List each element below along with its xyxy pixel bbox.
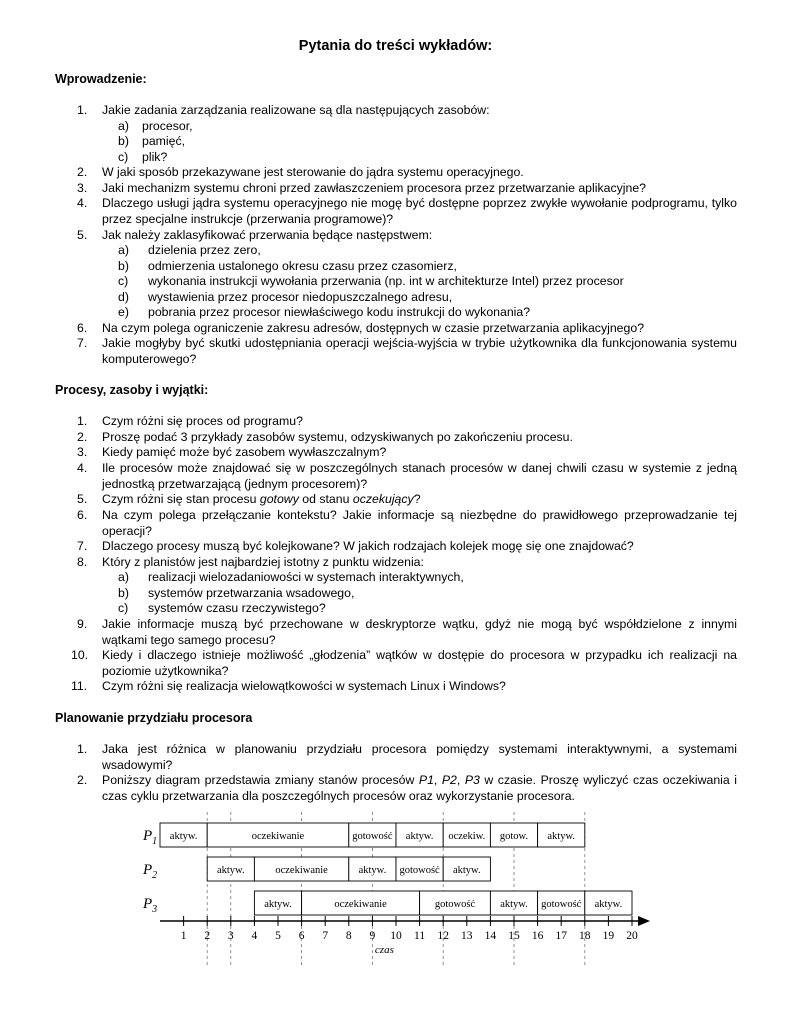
sub-letter: b) <box>118 134 129 148</box>
item-number: 1. <box>77 414 88 428</box>
axis-tick-label: 14 <box>484 930 497 942</box>
axis-tick-label: 13 <box>461 930 473 942</box>
axis-tick-label: 2 <box>204 930 211 942</box>
sub-letter: c) <box>118 601 129 615</box>
axis-tick-label: 7 <box>322 930 329 942</box>
question-text: Jaki mechanizm systemu chroni przed zawłaszczeniem procesora przez przetwarzanie aplikacyjne? <box>102 181 647 195</box>
question-text: Który z planistów jest najbardziej istotny z punktu widzenia: <box>102 555 424 569</box>
state-waiting: oczekujący <box>352 492 414 506</box>
sub-text: pobrania przez procesor niewłaściwego kodu instrukcji do wykonania? <box>148 305 531 319</box>
text-part: Czym różni się stan procesu <box>102 492 260 506</box>
state-segment-label: gotowość <box>352 831 393 842</box>
axis-label: czas <box>374 944 394 956</box>
question-text: Proszę podać 3 przykłady zasobów systemu, odzyskiwanych po zakończeniu procesu. <box>102 430 573 444</box>
question-text <box>102 773 737 804</box>
state-segment-label: aktyw. <box>500 899 528 910</box>
axis-tick-label: 20 <box>626 930 638 942</box>
section-heading-processes: Procesy, zasoby i wyjątki: <box>55 383 209 397</box>
question-text: Dlaczego procesy muszą być kolejkowane? W jakich rodzajach kolejek mogę się one znajdować? <box>102 539 634 553</box>
process-p2: P2 <box>441 773 457 787</box>
axis-tick-label: 5 <box>275 930 281 942</box>
item-number: 1. <box>77 103 88 117</box>
sub-letter: c) <box>118 274 129 288</box>
state-segment-label: oczekiw. <box>448 831 486 842</box>
axis-tick-label: 10 <box>390 930 402 942</box>
axis-tick-label: 1 <box>180 930 187 942</box>
axis-tick-label: 9 <box>369 930 376 942</box>
state-segment-label: gotowość <box>434 899 476 910</box>
state-segment-label: aktyw. <box>216 865 245 876</box>
question-text <box>102 492 737 508</box>
axis-tick-label: 16 <box>531 930 544 942</box>
state-ready: gotowy <box>259 492 299 506</box>
item-number: 2. <box>77 430 88 444</box>
process-p1: P1 <box>418 773 434 787</box>
state-segment-label: gotowość <box>541 899 582 910</box>
sub-text: wykonania instrukcji wywołania przerwania (np. int w architekturze Intel) przez procesor <box>148 274 624 288</box>
question-text: Czym różni się realizacja wielowątkowości w systemach Linux i Windows? <box>102 679 506 693</box>
axis-arrow <box>638 916 650 926</box>
text-part: ? <box>413 492 421 506</box>
sub-letter: b) <box>118 259 129 273</box>
text-part: w czasie. Proszę wyliczyć czas oczekiwania i czas cyklu przetwarzania dla poszczególnych procesów oraz wykorzystanie procesora. <box>102 773 737 803</box>
question-text: Ile procesów może znajdować się w poszczególnych stanach procesów w danej chwili czasu w systemie z jedną jednostką przetwarzającą (jednym procesorem)? <box>102 461 737 491</box>
process-state-diagram <box>0 810 791 970</box>
text-part: od stanu <box>298 492 353 506</box>
item-number: 4. <box>77 461 88 475</box>
question-text: Jakie informacje muszą być przechowane w deskryptorze wątku, gdyż nie mogą być współdzielone z innymi wątkami tego samego procesu? <box>102 617 737 647</box>
item-number: 5. <box>77 228 88 242</box>
item-number: 6. <box>77 321 88 335</box>
question-text: Dlaczego usługi jądra systemu operacyjnego nie mogę być dostępne poprzez zwykłe wywołanie podprogramu, tylko przez specjalne instrukcje (przerwania programowe)? <box>102 196 737 226</box>
item-number: 1. <box>77 742 88 756</box>
axis-tick-label: 6 <box>298 930 305 942</box>
question-text: Na czym polega przełączanie kontekstu? Jakie informacje są niezbędne do prawidłowego przeprowadzanie tej operacji? <box>102 508 737 538</box>
state-segment-label: aktyw. <box>405 831 434 842</box>
question-text: W jaki sposób przekazywane jest sterowanie do jądra systemu operacyjnego. <box>102 165 524 179</box>
question-text: Kiedy pamięć może być zasobem wywłaszczalnym? <box>102 445 387 459</box>
item-number: 9. <box>77 617 88 631</box>
process-label: $P_3$ <box>143 896 158 915</box>
sub-letter: a) <box>118 570 129 584</box>
section-heading-intro: Wprowadzenie: <box>55 72 147 86</box>
sub-text: systemów czasu rzeczywistego? <box>148 601 326 615</box>
process-label: $P_2$ <box>143 862 158 881</box>
state-segment-label: aktyw. <box>358 865 387 876</box>
sub-text: systemów przetwarzania wsadowego, <box>148 586 355 600</box>
item-number: 2. <box>77 165 88 179</box>
process-label-sub: 2 <box>152 870 158 881</box>
sub-text: dzielenia przez zero, <box>148 243 261 257</box>
state-segment-label: aktyw. <box>547 831 576 842</box>
sub-letter: b) <box>118 586 129 600</box>
sub-letter: a) <box>118 119 129 133</box>
state-segment-label: oczekiwanie <box>251 831 305 842</box>
sub-text: plik? <box>142 150 168 164</box>
question-text: Czym różni się proces od programu? <box>102 414 303 428</box>
item-number: 6. <box>77 508 88 522</box>
question-text: Na czym polega ograniczenie zakresu adresów, dostępnych w czasie przetwarzania aplikacyjnego? <box>102 321 645 335</box>
state-segment-label: aktyw. <box>264 899 292 910</box>
axis-tick-label: 3 <box>227 930 234 942</box>
item-number: 2. <box>77 773 88 787</box>
item-number: 11. <box>71 679 88 693</box>
axis-tick-label: 17 <box>555 930 567 942</box>
section-heading-scheduling: Planowanie przydziału procesora <box>55 711 253 725</box>
state-segment-label: aktyw. <box>594 899 623 910</box>
process-p3: P3 <box>464 773 480 787</box>
state-segment-label: aktyw. <box>452 865 481 876</box>
sub-letter: e) <box>118 305 129 319</box>
state-segment-label: aktyw. <box>169 831 198 842</box>
question-text: Jakie zadania zarządzania realizowane są dla następujących zasobów: <box>102 103 490 117</box>
item-number: 7. <box>77 539 88 553</box>
state-segment-label: gotow. <box>499 831 529 842</box>
text-part: , <box>433 773 442 787</box>
sub-letter: c) <box>118 150 129 164</box>
process-label-sub: 1 <box>152 836 158 847</box>
item-number: 5. <box>77 492 88 506</box>
process-label: $P_1$ <box>143 828 158 847</box>
text-part: Poniższy diagram przedstawia zmiany stanów procesów <box>102 773 419 787</box>
sub-letter: a) <box>118 243 129 257</box>
sub-text: realizacji wielozadaniowości w systemach interaktywnych, <box>148 570 464 584</box>
question-text: Jakie mogłyby być skutki udostępniania operacji wejścia-wyjścia w trybie użytkownika dla funkcjonowania systemu komputerowego? <box>102 336 737 366</box>
item-number: 4. <box>77 196 88 210</box>
sub-text: pamięć, <box>142 134 186 148</box>
axis-tick-label: 19 <box>602 930 615 942</box>
axis-tick-label: 8 <box>345 930 352 942</box>
sub-text: wystawienia przez procesor niedopuszczalnego adresu, <box>148 290 453 304</box>
state-segment-label: oczekiwanie <box>275 865 328 876</box>
axis-tick-label: 15 <box>508 930 520 942</box>
sub-text: procesor, <box>142 119 193 133</box>
sub-letter: d) <box>118 290 129 304</box>
sub-text: odmierzenia ustalonego okresu czasu przez czasomierz, <box>148 259 457 273</box>
item-number: 8. <box>77 555 88 569</box>
item-number: 10. <box>71 648 89 662</box>
item-number: 3. <box>77 445 88 459</box>
item-number: 3. <box>77 181 88 195</box>
axis-tick-label: 12 <box>437 930 449 942</box>
axis-tick-label: 4 <box>251 930 258 942</box>
question-text: Jaka jest różnica w planowaniu przydziału procesora pomiędzy systemami interaktywnymi, a systemami wsadowymi? <box>102 742 737 772</box>
axis-tick-label: 11 <box>414 930 426 942</box>
page-title: Pytania do treści wykładów: <box>298 38 493 54</box>
question-text: Kiedy i dlaczego istnieje możliwość „głodzenia” wątków w dostępie do procesora w przypadku ich realizacji na poziomie użytkownika? <box>102 648 737 678</box>
state-segment-label: gotowość <box>399 865 440 876</box>
question-text: Jak należy zaklasyfikować przerwania będące następstwem: <box>102 228 433 242</box>
item-number: 7. <box>77 336 88 350</box>
state-segment-label: oczekiwanie <box>334 899 387 910</box>
axis-tick-label: 18 <box>579 930 591 942</box>
text-part: , <box>456 773 465 787</box>
process-label-sub: 3 <box>152 904 158 915</box>
